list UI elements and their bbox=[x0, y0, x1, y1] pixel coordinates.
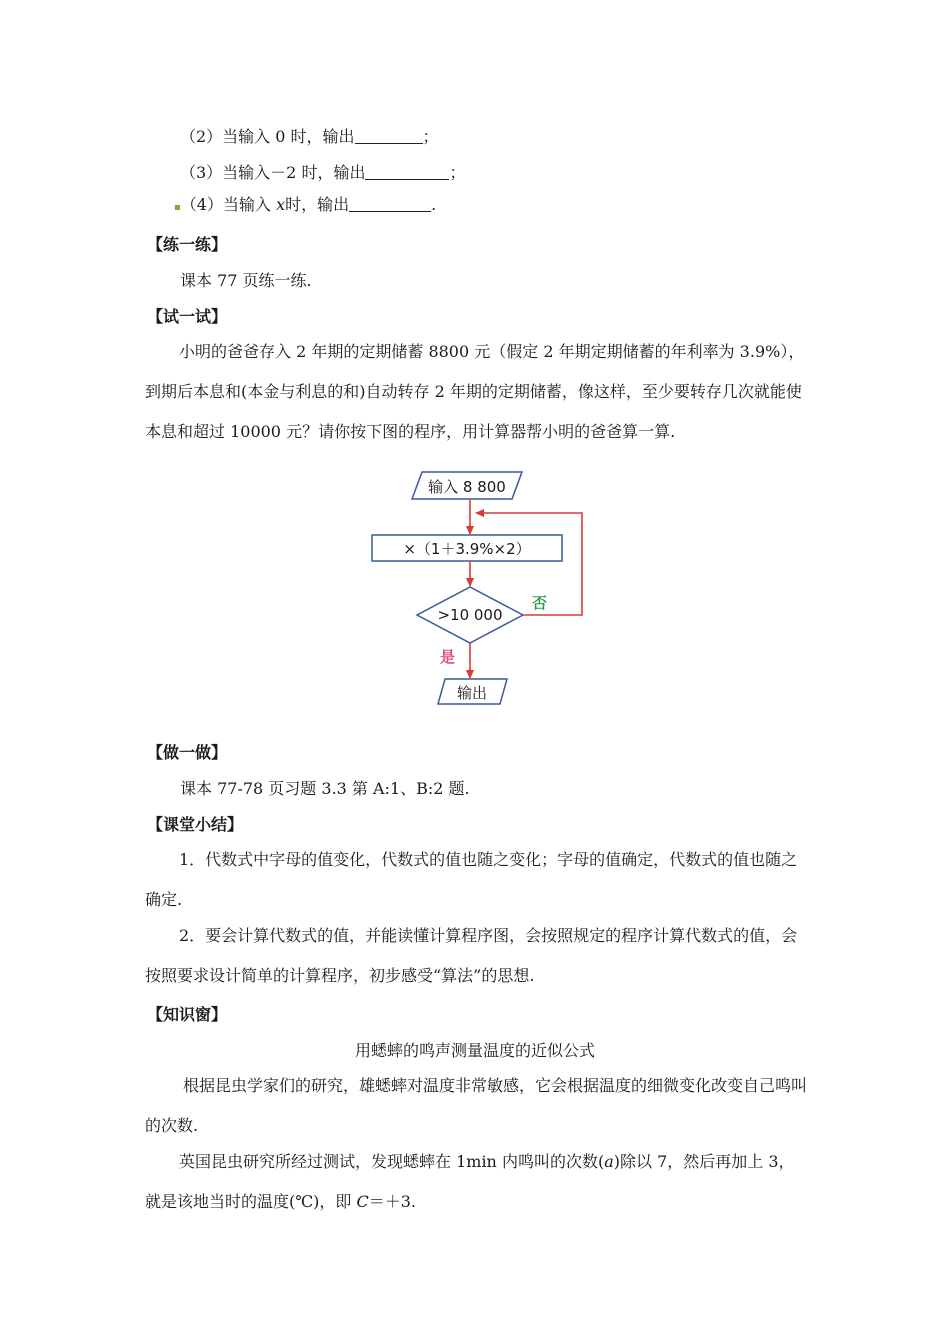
process-label: ×（1＋3.9%×2） bbox=[403, 540, 531, 558]
output-label: 输出 bbox=[456, 684, 488, 702]
mark-dot: ▪ bbox=[174, 202, 181, 213]
question-4: ▪（4）当输入 x时，输出 . bbox=[174, 195, 437, 214]
practice-heading: 【练一练】 bbox=[147, 235, 228, 254]
summary-heading: 【课堂小结】 bbox=[147, 815, 244, 834]
do-heading: 【做一做】 bbox=[147, 743, 228, 762]
knowledge-para-1: 根据昆虫学家们的研究，雄蟋蟀对温度非常敏感，它会根据温度的细微变化改变自己鸣叫的次数. bbox=[145, 1076, 808, 1135]
question-2: （2）当输入 0 时，输出 ； bbox=[180, 127, 439, 146]
do-text: 课本 77-78 页习题 3.3 第 A:1、B:2 题. bbox=[180, 779, 470, 798]
answer-blank bbox=[349, 195, 431, 212]
decision-label: >10 000 bbox=[437, 606, 503, 624]
summary-point-1: 1．代数式中字母的值变化，代数式的值也随之变化；字母的值确定，代数式的值也随之确定. bbox=[145, 850, 798, 909]
input-label: 输入 8 800 bbox=[428, 478, 506, 496]
answer-blank bbox=[365, 163, 449, 180]
knowledge-title: 用蟋蟀的鸣声测量温度的近似公式 bbox=[354, 1041, 595, 1060]
yes-label: 是 bbox=[440, 648, 456, 666]
no-label: 否 bbox=[532, 594, 548, 612]
question-3: （3）当输入－2 时，输出 ； bbox=[180, 163, 466, 182]
try-text: 小明的爸爸存入 2 年期的定期储蓄 8800 元（假定 2 年期定期储蓄的年利率为 3.9%），到期后本息和(本金与利息的和)自动转存 2 年期的定期储蓄，像这样，至少要转存几次就能使本息和超过 10000 元？请你按下图的程序，用计算器帮小明的爸爸算一算. bbox=[145, 342, 805, 441]
answer-blank bbox=[355, 127, 423, 144]
practice-text: 课本 77 页练一练. bbox=[180, 271, 312, 290]
try-heading: 【试一试】 bbox=[147, 307, 228, 326]
knowledge-heading: 【知识窗】 bbox=[147, 1005, 228, 1024]
summary-point-2: 2．要会计算代数式的值，并能读懂计算程序图，会按照规定的程序计算代数式的值，会按照要求设计简单的计算程序，初步感受“算法”的思想. bbox=[145, 926, 798, 985]
knowledge-para-2: 英国昆虫研究所经过测试，发现蟋蟀在 1min 内鸣叫的次数(a)除以 7，然后再加上 3，就是该地当时的温度(℃)，即 C＝＋3. bbox=[145, 1152, 795, 1211]
flowchart bbox=[360, 462, 600, 712]
